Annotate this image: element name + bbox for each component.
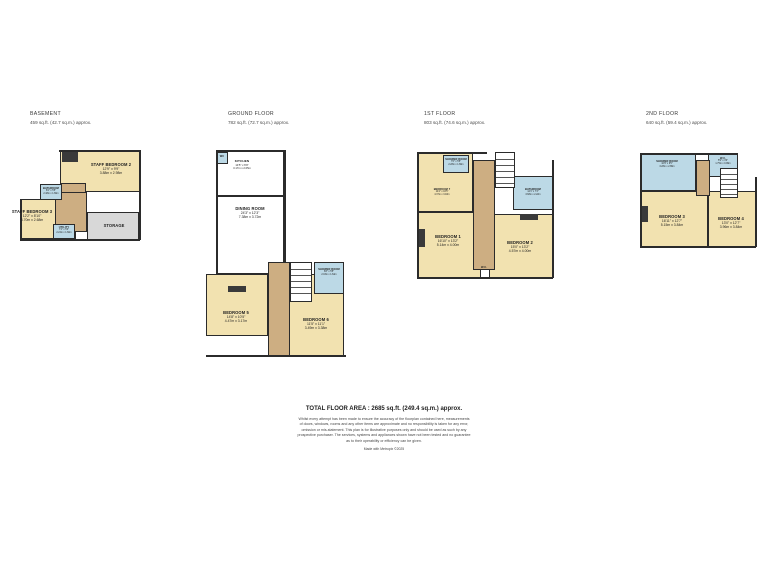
- ground-wall-right: [284, 150, 286, 262]
- second-area: 640 sq.ft. (59.4 sq.m.) approx.: [646, 120, 708, 125]
- ground-bedroom5-room: [206, 274, 268, 336]
- room-dim-imperial: 7'4" x 5'3": [58, 229, 70, 232]
- room-name: KITCHEN: [234, 159, 250, 163]
- room-dim-imperial: 13'0" x 12'7": [721, 221, 741, 226]
- second-wall-bottom: [640, 246, 756, 248]
- room-dim-imperial: 12'2" x 8'10": [22, 214, 42, 219]
- room-name: SHOWER ROOM: [445, 158, 467, 161]
- room-dim-metric: 2.24m x 1.60m: [56, 232, 72, 235]
- room-name: BEDROOM 4: [718, 216, 744, 221]
- room-label-first-shower-room: [441, 158, 471, 167]
- ground-hall: [268, 262, 290, 356]
- disclaimer-line: prospective purchaser. The services, systems and appliances shown have not been tested and no guarantee: [297, 433, 471, 438]
- room-name: BEDROOM 7: [433, 188, 451, 191]
- room-dim-imperial: 12'1" x 7'3": [527, 191, 539, 194]
- room-dim-metric: 3.88m x 2.98m: [99, 171, 123, 176]
- first-wall-right: [552, 160, 554, 278]
- room-dim-metric: 3.49m x 3.38m: [304, 326, 328, 331]
- disclaimer-line: as to their operability or efficiency can be given.: [346, 438, 422, 443]
- room-dim-metric: 2.28m x 1.66m: [448, 164, 464, 167]
- room-label-ground-shower-room: [314, 268, 344, 277]
- room-dim-metric: 3.28m x 2.86m: [659, 166, 675, 169]
- room-name: W.C.: [719, 157, 727, 160]
- room-dim-imperial: 24'3" x 12'3": [240, 211, 260, 216]
- room-dim-imperial: 7'6" x 5'5": [450, 161, 462, 164]
- ground-wall-bottom: [206, 355, 346, 357]
- room-dim-metric: 5.15m x 3.84m: [660, 223, 684, 228]
- room-label-basement-utility: [53, 226, 75, 235]
- made-with-credit: Made with Metropix ©2025: [363, 446, 405, 451]
- room-dim-metric: 1.75m x 0.99m: [715, 163, 731, 166]
- ground-feature-block: [228, 286, 246, 292]
- room-label-second-wc: [708, 157, 738, 166]
- room-name: BEDROOM 3: [659, 214, 685, 219]
- room-dim-imperial: 5'9" x 3'3": [717, 160, 729, 163]
- room-label-dining-room: [222, 206, 278, 220]
- room-dim-imperial: 6'8" x 5'5": [323, 271, 335, 274]
- room-dim-metric: 5.14m x 4.00m: [436, 243, 460, 248]
- second-title: 2ND FLOOR: [646, 111, 679, 117]
- room-label-basement-bathroom: [40, 187, 62, 196]
- room-name: STAFF BEDROOM 2: [90, 162, 132, 167]
- room-label-first-bathroom: [514, 188, 552, 197]
- room-dim-metric: 3.70m x 2.68m: [20, 218, 44, 223]
- room-label-bedroom-4: [706, 216, 756, 230]
- basement-area: 459 sq.ft. (42.7 sq.m.) approx.: [30, 120, 92, 125]
- room-name: BATHROOM: [43, 187, 59, 190]
- room-name: W.C.: [480, 266, 488, 269]
- ground-wall-top: [216, 150, 286, 152]
- first-staircase: [495, 152, 515, 188]
- room-label-staff-bedroom-2: [88, 162, 134, 176]
- room-dim-metric: 3.17m x 2.05m: [233, 167, 251, 171]
- disclaimer-line: of doors, windows, rooms and any other items are approximate and no responsibility is taken for any error,: [299, 422, 469, 427]
- room-name: BATHROOM: [525, 188, 541, 191]
- room-dim-imperial: 16'10" x 13'2": [437, 239, 459, 244]
- first-wall-top: [417, 152, 487, 154]
- basement-wall-right: [139, 150, 141, 240]
- room-dim-imperial: 12'9" x 9'9": [102, 167, 120, 172]
- room-dim-imperial: 15'0" x 13'2": [510, 245, 530, 250]
- room-dim-imperial: 8'2" x 5'5": [45, 190, 57, 193]
- room-name: BEDROOM 6: [303, 317, 329, 322]
- room-dim-imperial: 14'4" x 16'5": [435, 191, 449, 194]
- disclaimer: [0, 417, 768, 444]
- second-showerroom-room: [640, 153, 696, 191]
- room-label-second-shower-room: [641, 160, 693, 169]
- ground-area: 782 sq.ft. (72.7 sq.m.) approx.: [228, 120, 290, 125]
- room-label-bedroom-5: [207, 310, 265, 324]
- first-wall-left: [417, 152, 419, 278]
- room-dim-metric: 3.96m x 3.84m: [719, 225, 743, 230]
- room-dim-imperial: 11'5" x 11'1": [306, 322, 326, 327]
- room-name: BEDROOM 5: [223, 310, 249, 315]
- room-dim-metric: 2.48m x 1.66m: [43, 193, 59, 196]
- first-wall-bottom: [417, 277, 553, 279]
- room-name: WC: [219, 155, 225, 158]
- room-dim-imperial: 14'5" x 6'9": [235, 163, 249, 167]
- room-label-staff-bedroom-3: [8, 209, 56, 223]
- first-title: 1ST FLOOR: [424, 111, 456, 117]
- first-feature-block-right: [520, 214, 538, 220]
- basement-stair-void: [62, 152, 78, 162]
- room-label-bedroom-1: [419, 234, 477, 248]
- ground-shower-room: [314, 262, 344, 294]
- ground-wall-left: [216, 150, 218, 274]
- room-dim-imperial: 14'8" x 10'5": [226, 315, 246, 320]
- room-label-bedroom-3: [644, 214, 700, 228]
- room-dim-imperial: 16'11" x 12'7": [661, 219, 683, 224]
- room-label-kitchen: [219, 160, 265, 171]
- basement-title: BASEMENT: [30, 111, 61, 117]
- room-name: SHOWER ROOM: [656, 160, 678, 163]
- room-dim-metric: 3.68m x 2.22m: [525, 194, 541, 197]
- total-floor-area: TOTAL FLOOR AREA : 2685 sq.ft. (249.4 sq.m.) approx.: [305, 406, 463, 412]
- room-name: DINING ROOM: [235, 206, 265, 211]
- ground-staircase: [290, 262, 312, 302]
- room-label-first-wc: [473, 266, 495, 269]
- basement-wall-bottom: [20, 239, 140, 241]
- footer: [0, 406, 768, 451]
- second-wall-top: [640, 153, 738, 155]
- room-label-storage: [93, 223, 135, 228]
- room-name: BEDROOM 2: [507, 240, 533, 245]
- room-dim-imperial: 10'9" x 9'5": [661, 163, 673, 166]
- room-dim-metric: 7.38m x 3.72m: [238, 215, 262, 220]
- second-wall-right: [755, 177, 757, 247]
- first-area: 803 sq.ft. (74.6 sq.m.) approx.: [424, 120, 486, 125]
- disclaimer-line: Whilst every attempt has been made to ensure the accuracy of the floorplan contained here, measurements: [298, 417, 470, 421]
- room-name: BEDROOM 1: [435, 234, 461, 239]
- disclaimer-line: omission or mis-statement. This plan is for illustrative purposes only and should be used as such by any: [301, 427, 467, 432]
- room-label-bedroom-2: [491, 240, 549, 254]
- room-dim-metric: 2.03m x 1.64m: [321, 274, 337, 277]
- room-label-bedroom-7: [420, 188, 464, 197]
- room-label-bedroom-6: [288, 317, 344, 331]
- room-name: STORAGE: [103, 223, 125, 228]
- room-dim-metric: 4.57m x 4.00m: [508, 249, 532, 254]
- ground-title: GROUND FLOOR: [228, 111, 274, 117]
- room-label-ground-wc: [214, 155, 230, 158]
- room-name: SHOWER ROOM: [318, 268, 340, 271]
- room-dim-metric: 4.37m x 3.18m: [434, 194, 450, 197]
- room-name: UTILITY: [58, 226, 70, 229]
- room-dim-metric: 4.47m x 3.17m: [224, 319, 248, 324]
- room-name: STAFF BEDROOM 3: [11, 209, 53, 214]
- second-staircase: [720, 168, 738, 198]
